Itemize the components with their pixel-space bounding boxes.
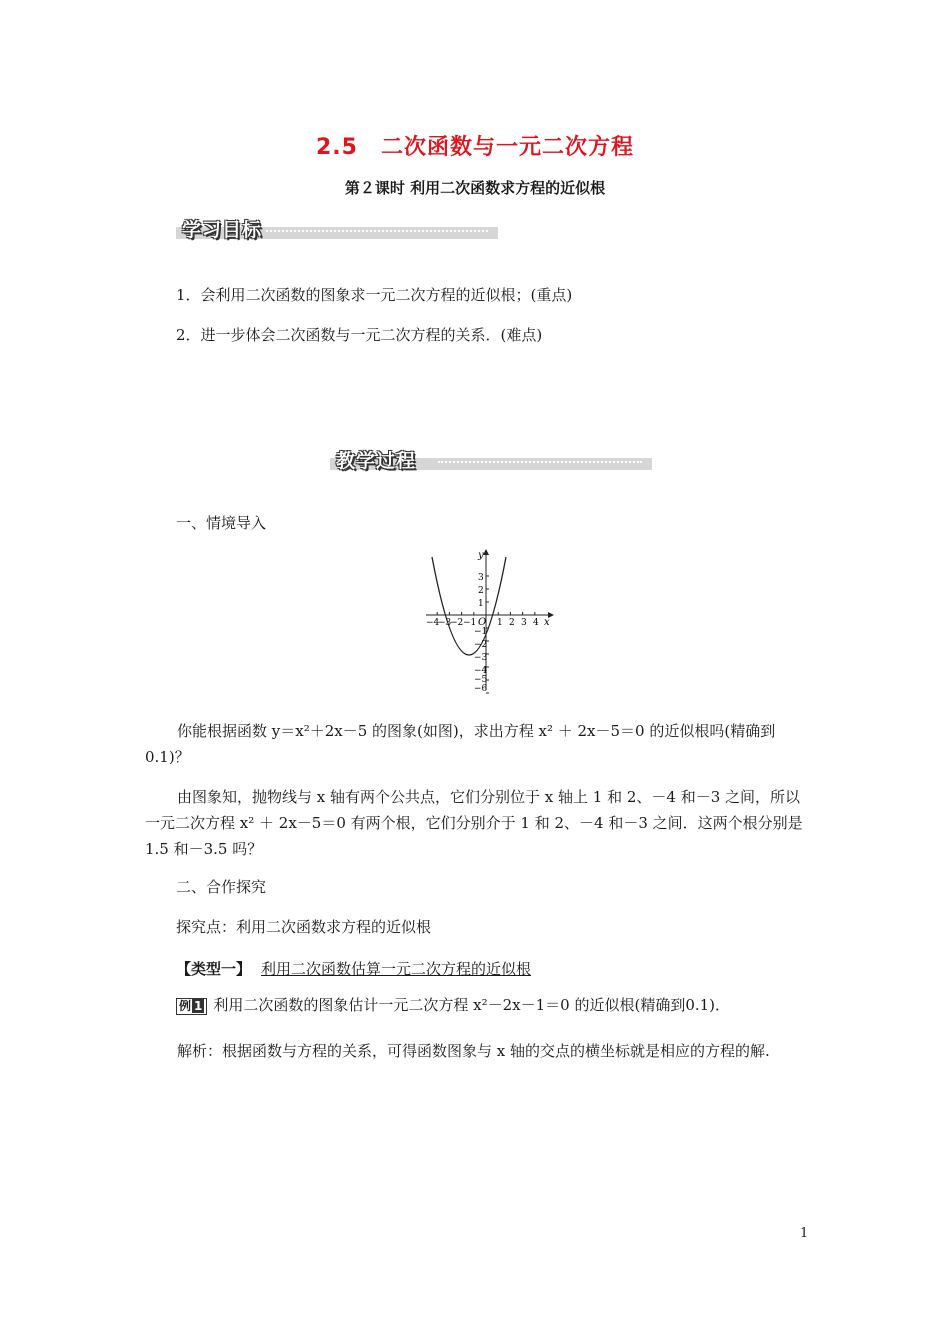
x-axis-label: x xyxy=(544,617,550,628)
parabola-curve xyxy=(432,557,506,655)
explore-point: 探究点：利用二次函数求方程的近似根 xyxy=(176,918,432,936)
goals-banner xyxy=(176,215,498,241)
page-subtitle: 第２课时 利用二次函数求方程的近似根 xyxy=(344,179,606,197)
process-banner xyxy=(330,446,652,472)
y-tick-label: −3 xyxy=(474,653,488,663)
page-number: 1 xyxy=(800,1226,809,1241)
example-number: 1 xyxy=(194,999,203,1013)
goals-banner-label: 学习目标 xyxy=(182,219,263,241)
y-tick-label: −6 xyxy=(474,684,488,694)
y-tick-label: −1 xyxy=(474,627,488,637)
example-icon-text: 例 xyxy=(179,999,192,1013)
x-tick-label: −2 xyxy=(450,618,464,628)
x-tick-label: 1 xyxy=(497,618,503,628)
y-tick-label: −4 xyxy=(474,666,488,676)
y-axis-label: y xyxy=(478,550,484,561)
example-icon xyxy=(176,998,207,1015)
goal-item-2: 2．进一步体会二次函数与一元二次方程的关系．(难点) xyxy=(176,326,543,344)
parabola-graph xyxy=(420,545,560,695)
intro-question: 你能根据函数 y＝x²＋2x－5 的图象(如图)，求出方程 x² ＋ 2x－5＝0 的近似根吗(精确到0.1)？ xyxy=(145,722,776,766)
origin-label: O xyxy=(478,617,487,628)
example-analysis: 解析：根据函数与方程的关系，可得函数图象与 x 轴的交点的横坐标就是相应的方程的解. xyxy=(177,1042,770,1060)
x-tick-label: −1 xyxy=(463,618,477,628)
y-axis-arrow xyxy=(483,549,489,555)
example-text: 利用二次函数的图象估计一元二次方程 x²－2x－1＝0 的近似根(精确到0.1)． xyxy=(213,996,731,1014)
section2-heading: 二、合作探究 xyxy=(176,878,267,896)
y-tick-label: 2 xyxy=(478,586,484,596)
y-tick-label: 1 xyxy=(478,599,484,609)
type-heading xyxy=(176,958,531,979)
example-line xyxy=(176,994,730,1015)
intro-analysis: 由图象知，抛物线与 x 轴有两个公共点，它们分别位于 x 轴上 1 和 2、－4 和－3 之间，所以一元二次方程 x² ＋ 2x－5＝0 有两个根，它们分别介于 1 和 2、－4 和－3 之间．这两个根分别是 1.5 和－3.5 吗？ xyxy=(145,788,803,858)
type-bracket: 【类型一】 xyxy=(176,960,252,978)
x-tick-label: 3 xyxy=(521,618,527,628)
x-tick-label: −3 xyxy=(438,618,452,628)
x-tick-label: 2 xyxy=(509,618,515,628)
x-tick-label: −4 xyxy=(426,618,440,628)
y-tick-label: −2 xyxy=(474,640,488,650)
type-title: 利用二次函数估算一元二次方程的近似根 xyxy=(261,960,532,978)
y-tick-label: 3 xyxy=(478,573,484,583)
page-title: 2.5 二次函数与一元二次方程 xyxy=(316,135,634,160)
goal-item-1: 1．会利用二次函数的图象求一元二次方程的近似根；(重点) xyxy=(176,286,573,304)
process-banner-label: 教学过程 xyxy=(336,450,417,472)
banner-dots xyxy=(266,230,488,236)
x-tick-label: 4 xyxy=(533,618,539,628)
y-tick-label: −5 xyxy=(474,675,488,685)
banner-dots xyxy=(438,461,642,467)
section1-heading: 一、情境导入 xyxy=(176,514,267,532)
